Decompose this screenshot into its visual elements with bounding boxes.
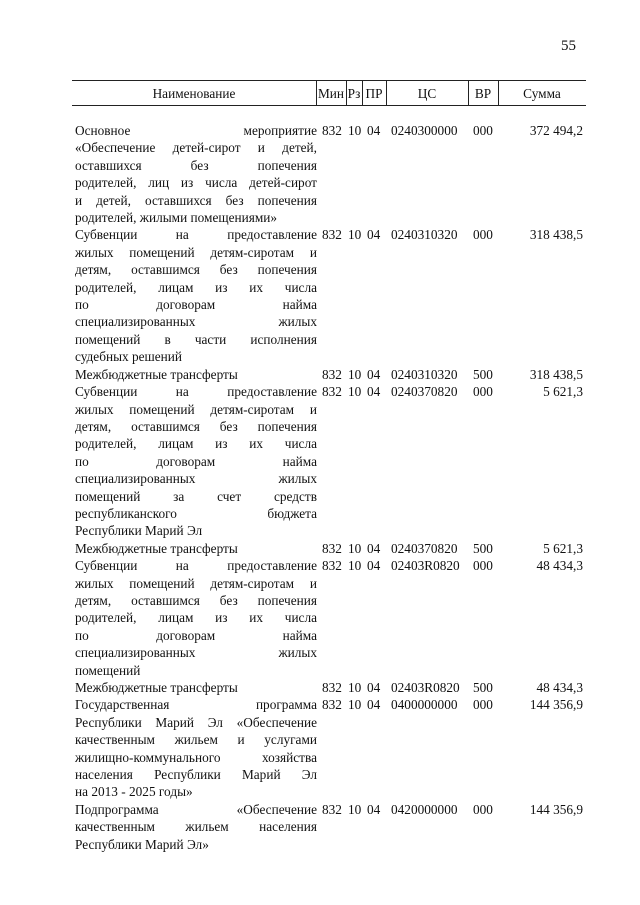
table-row bbox=[75, 540, 586, 557]
row-min: 832 bbox=[322, 366, 342, 382]
row-name-line: оставшихся без попечения bbox=[75, 157, 317, 173]
row-name-line: Межбюджетные трансферты bbox=[75, 680, 238, 695]
table-row bbox=[75, 122, 586, 226]
row-sum: 48 434,3 bbox=[536, 680, 583, 695]
row-name-line: помещений за счет средств bbox=[75, 488, 317, 504]
row-name-line: судебных решений bbox=[75, 349, 183, 365]
row-name-line: родителей, лицам из их числа bbox=[75, 436, 317, 452]
header-sum: Сумма bbox=[523, 86, 561, 101]
row-sum: 48 434,3 bbox=[536, 558, 583, 574]
row-name-line: по договорам найма bbox=[75, 297, 317, 313]
row-name-line: жилых помещений детям-сиротам и bbox=[75, 575, 317, 591]
table-row bbox=[75, 696, 586, 800]
row-name bbox=[75, 679, 317, 696]
row-name-line: на 2013 - 2025 годы» bbox=[75, 784, 193, 800]
row-sum: 5 621,3 bbox=[543, 540, 583, 556]
row-name-line: детям, оставшимся без попечения bbox=[75, 418, 317, 434]
row-name-line: Субвенции на предоставление bbox=[75, 227, 317, 243]
row-cs: 0420000000 bbox=[391, 801, 458, 817]
row-rz: 10 bbox=[348, 366, 362, 382]
row-sum: 318 438,5 bbox=[529, 366, 583, 382]
row-name-line: и детей, оставшихся без попечения bbox=[75, 192, 317, 208]
row-cs: 0240370820 bbox=[391, 384, 458, 400]
row-name-line: населения Республики Марий Эл bbox=[75, 767, 317, 783]
header-name: Наименование bbox=[152, 86, 236, 101]
row-name bbox=[75, 366, 317, 383]
row-name-line: качественным жильем населения bbox=[75, 819, 317, 835]
row-min: 832 bbox=[322, 227, 342, 243]
row-rz: 10 bbox=[348, 123, 362, 138]
row-name bbox=[75, 383, 317, 540]
row-name-line: родителей, лицам из их числа bbox=[75, 610, 317, 626]
row-name-line: Республики Марий Эл» bbox=[75, 836, 209, 852]
row-sum: 5 621,3 bbox=[543, 384, 583, 400]
header-cs: ЦС bbox=[417, 86, 437, 101]
row-cs: 02403R0820 bbox=[391, 680, 460, 695]
row-rz: 10 bbox=[348, 227, 362, 243]
row-name-line: родителей, лиц из числа детей-сирот bbox=[75, 175, 317, 191]
table-row bbox=[75, 801, 586, 853]
row-name-line: Государственная программа bbox=[75, 697, 317, 713]
budget-table bbox=[75, 122, 586, 853]
row-name-line: «Обеспечение детей-сирот и детей, bbox=[75, 140, 317, 156]
row-vr: 000 bbox=[473, 227, 493, 243]
row-name bbox=[75, 122, 317, 226]
row-cs: 0240370820 bbox=[391, 540, 458, 556]
row-name-line: специализированных жилых bbox=[75, 314, 317, 330]
row-min: 832 bbox=[322, 558, 342, 574]
header-min: Мин bbox=[317, 86, 345, 101]
row-name-line: родителей, жилыми помещениями» bbox=[75, 210, 278, 226]
row-pr: 04 bbox=[367, 558, 381, 574]
row-min: 832 bbox=[322, 680, 342, 695]
row-sum: 144 356,9 bbox=[529, 697, 583, 713]
row-cs: 02403R0820 bbox=[391, 558, 460, 574]
row-name-line: Субвенции на предоставление bbox=[75, 558, 317, 574]
row-name-line: Подпрограмма «Обеспечение bbox=[75, 801, 317, 817]
row-name bbox=[75, 696, 317, 800]
row-name bbox=[75, 540, 317, 557]
table-row bbox=[75, 679, 586, 696]
row-name-line: Республики Марий Эл «Обеспечение bbox=[75, 714, 317, 730]
row-name-line: Межбюджетные трансферты bbox=[75, 366, 238, 382]
row-rz: 10 bbox=[348, 384, 362, 400]
row-name-line: жилищно-коммунального хозяйства bbox=[75, 749, 317, 765]
page-number: 55 bbox=[561, 38, 576, 54]
row-name-line: помещений в части исполнения bbox=[75, 331, 317, 347]
row-min: 832 bbox=[322, 697, 342, 713]
row-pr: 04 bbox=[367, 680, 381, 695]
row-vr: 000 bbox=[473, 697, 493, 713]
table-row bbox=[75, 226, 586, 365]
row-pr: 04 bbox=[367, 801, 381, 817]
row-cs: 0240300000 bbox=[391, 123, 458, 138]
row-sum: 318 438,5 bbox=[529, 227, 583, 243]
row-pr: 04 bbox=[367, 384, 381, 400]
header-rz: Рз bbox=[347, 86, 361, 101]
row-name-line: помещений bbox=[75, 662, 141, 678]
row-name bbox=[75, 557, 317, 679]
row-vr: 500 bbox=[473, 540, 493, 556]
row-vr: 000 bbox=[473, 123, 493, 138]
header-vr: ВР bbox=[474, 86, 492, 101]
row-name-line: детям, оставшимся без попечения bbox=[75, 262, 317, 278]
row-pr: 04 bbox=[367, 697, 381, 713]
row-vr: 500 bbox=[473, 366, 493, 382]
row-name-line: Межбюджетные трансферты bbox=[75, 540, 238, 556]
row-rz: 10 bbox=[348, 697, 362, 713]
row-name-line: Республики Марий Эл bbox=[75, 523, 203, 539]
row-rz: 10 bbox=[348, 558, 362, 574]
row-rz: 10 bbox=[348, 540, 362, 556]
row-name-line: жилых помещений детям-сиротам и bbox=[75, 244, 317, 260]
row-name-line: детям, оставшимся без попечения bbox=[75, 592, 317, 608]
table-header-bottom-rule bbox=[72, 105, 586, 106]
row-min: 832 bbox=[322, 123, 342, 138]
row-name bbox=[75, 801, 317, 853]
row-min: 832 bbox=[322, 384, 342, 400]
row-name-line: республиканского бюджета bbox=[75, 505, 317, 521]
row-name bbox=[75, 226, 317, 365]
row-pr: 04 bbox=[367, 366, 381, 382]
row-pr: 04 bbox=[367, 123, 381, 138]
row-pr: 04 bbox=[367, 540, 381, 556]
row-name-line: Основное мероприятие bbox=[75, 123, 317, 138]
row-name-line: по договорам найма bbox=[75, 627, 317, 643]
row-name-line: специализированных жилых bbox=[75, 471, 317, 487]
row-rz: 10 bbox=[348, 801, 362, 817]
row-sum: 144 356,9 bbox=[529, 801, 583, 817]
row-vr: 000 bbox=[473, 558, 493, 574]
row-cs: 0240310320 bbox=[391, 366, 458, 382]
row-vr: 000 bbox=[473, 384, 493, 400]
row-name-line: жилых помещений детям-сиротам и bbox=[75, 401, 317, 417]
row-rz: 10 bbox=[348, 680, 362, 695]
table-header-top-rule bbox=[72, 80, 586, 81]
row-min: 832 bbox=[322, 540, 342, 556]
row-sum: 372 494,2 bbox=[529, 123, 583, 138]
row-vr: 500 bbox=[473, 680, 493, 695]
row-pr: 04 bbox=[367, 227, 381, 243]
row-name-line: родителей, лицам из их числа bbox=[75, 279, 317, 295]
row-name-line: качественным жильем и услугами bbox=[75, 732, 317, 748]
header-pr: ПР bbox=[365, 86, 383, 101]
row-name-line: специализированных жилых bbox=[75, 645, 317, 661]
row-cs: 0240310320 bbox=[391, 227, 458, 243]
row-name-line: Субвенции на предоставление bbox=[75, 384, 317, 400]
table-row bbox=[75, 366, 586, 383]
table-row bbox=[75, 383, 586, 540]
row-name-line: по договорам найма bbox=[75, 453, 317, 469]
row-vr: 000 bbox=[473, 801, 493, 817]
table-row bbox=[75, 557, 586, 679]
row-cs: 0400000000 bbox=[391, 697, 458, 713]
row-min: 832 bbox=[322, 801, 342, 817]
